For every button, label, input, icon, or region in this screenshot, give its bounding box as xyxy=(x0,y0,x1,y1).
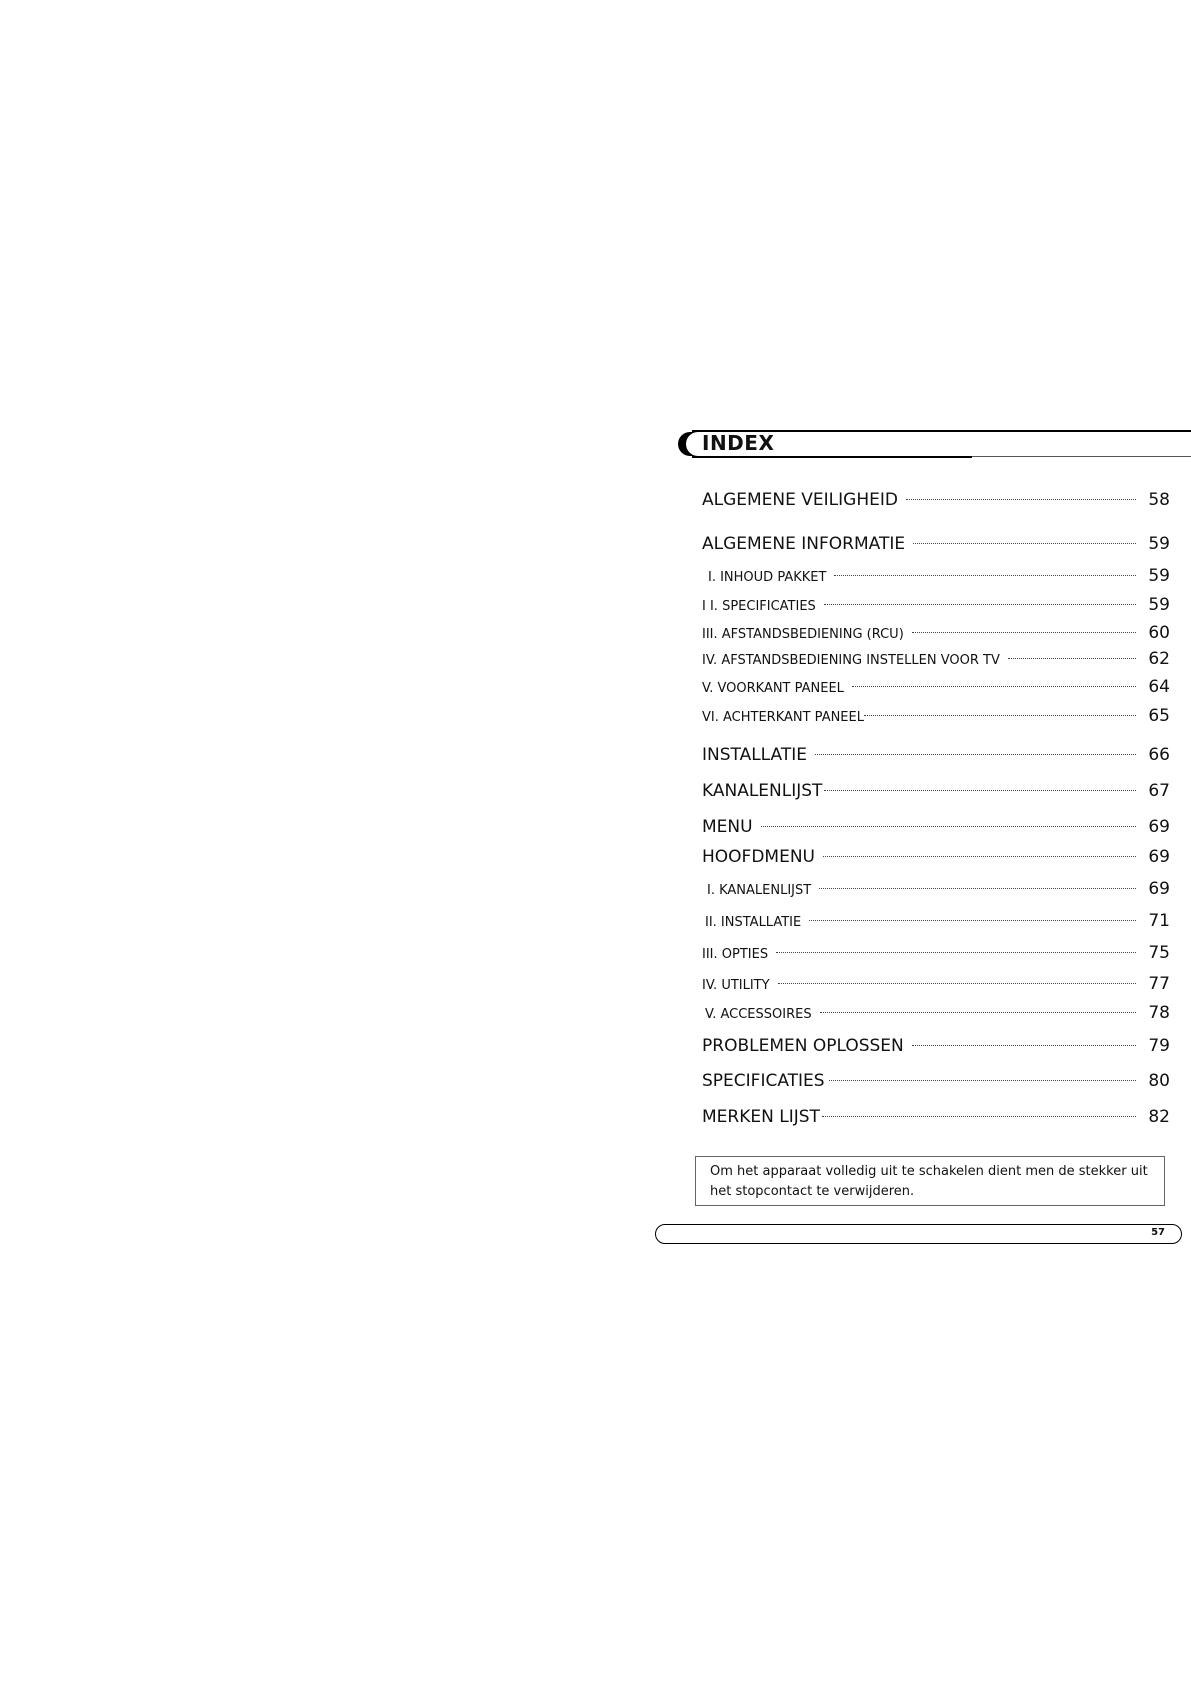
toc-entry-label: ALGEMENE INFORMATIE xyxy=(702,534,906,554)
toc-dot-leader xyxy=(906,499,1136,500)
toc-dot-leader xyxy=(824,604,1136,605)
toc-entry[interactable] xyxy=(702,817,1170,837)
toc-entry[interactable] xyxy=(702,745,1170,765)
toc-entry[interactable] xyxy=(702,623,1170,643)
toc-entry[interactable] xyxy=(702,649,1170,669)
toc-dot-leader xyxy=(776,952,1136,953)
toc-dot-leader xyxy=(913,543,1136,544)
toc-entry-page: 58 xyxy=(1148,490,1170,510)
toc-entry-label: III. OPTIES xyxy=(702,947,769,962)
toc-dot-leader xyxy=(815,754,1136,755)
toc-entry[interactable] xyxy=(702,534,1170,554)
toc-entry-page: 77 xyxy=(1148,974,1170,994)
toc-entry-label: MENU xyxy=(702,817,753,837)
notice-text: Om het apparaat volledig uit te schakelen dient men de stekker uit het stopcontact te verwijderen. xyxy=(710,1164,1148,1199)
toc-entry-page: 69 xyxy=(1148,879,1170,899)
toc-entry-label: III. AFSTANDSBEDIENING (RCU) xyxy=(702,627,904,642)
toc-entry-label: IV. UTILITY xyxy=(702,978,770,993)
toc-dot-leader xyxy=(912,1045,1136,1046)
page-number: 57 xyxy=(1151,1227,1165,1238)
toc-entry[interactable] xyxy=(702,879,1170,899)
toc-dot-leader xyxy=(852,686,1136,687)
toc-entry[interactable] xyxy=(702,595,1170,615)
toc-dot-leader xyxy=(1008,658,1136,659)
toc-dot-leader xyxy=(820,1012,1136,1013)
toc-dot-leader xyxy=(823,856,1136,857)
toc-entry-page: 65 xyxy=(1148,706,1170,726)
page-footer xyxy=(655,1224,1182,1244)
page-title: INDEX xyxy=(702,431,775,455)
toc-dot-leader xyxy=(778,983,1136,984)
toc-entry-label: VI. ACHTERKANT PANEEL xyxy=(702,710,864,725)
toc-entry-label: MERKEN LIJST xyxy=(702,1107,820,1127)
toc-entry[interactable] xyxy=(702,1036,1170,1056)
toc-entry-label: V. VOORKANT PANEEL xyxy=(702,681,844,696)
toc-entry-page: 80 xyxy=(1148,1071,1170,1091)
toc-entry-page: 59 xyxy=(1148,534,1170,554)
toc-entry[interactable] xyxy=(702,706,1170,726)
toc-entry-label: I. INHOUD PAKKET xyxy=(708,570,827,585)
toc-entry[interactable] xyxy=(702,847,1170,867)
toc-entry-page: 67 xyxy=(1148,781,1170,801)
toc-entry-label: IV. AFSTANDSBEDIENING INSTELLEN VOOR TV xyxy=(702,653,1000,668)
toc-entry[interactable] xyxy=(702,1003,1170,1023)
toc-dot-leader xyxy=(819,888,1136,889)
toc-entry[interactable] xyxy=(702,781,1170,801)
toc-entry-label: INSTALLATIE xyxy=(702,745,807,765)
index-header xyxy=(678,428,1191,458)
toc-entry[interactable] xyxy=(702,974,1170,994)
toc-entry-page: 62 xyxy=(1148,649,1170,669)
toc-entry-page: 75 xyxy=(1148,943,1170,963)
toc-entry[interactable] xyxy=(702,566,1170,586)
toc-entry[interactable] xyxy=(702,1071,1170,1091)
header-bottom-rule-thin xyxy=(972,456,1191,457)
toc-entry-page: 59 xyxy=(1148,595,1170,615)
toc-entry[interactable] xyxy=(702,1107,1170,1127)
toc-entry-page: 69 xyxy=(1148,817,1170,837)
toc-dot-leader xyxy=(834,575,1136,576)
toc-entry-page: 79 xyxy=(1148,1036,1170,1056)
toc-dot-leader xyxy=(864,715,1136,716)
toc-entry-page: 69 xyxy=(1148,847,1170,867)
toc-dot-leader xyxy=(829,1080,1136,1081)
toc-entry-page: 78 xyxy=(1148,1003,1170,1023)
toc-dot-leader xyxy=(809,920,1136,921)
toc-dot-leader xyxy=(822,1116,1136,1117)
toc-entry-label: HOOFDMENU xyxy=(702,847,815,867)
toc-dot-leader xyxy=(761,826,1136,827)
toc-entry-page: 66 xyxy=(1148,745,1170,765)
toc-entry-page: 59 xyxy=(1148,566,1170,586)
toc-entry-page: 82 xyxy=(1148,1107,1170,1127)
toc-entry[interactable] xyxy=(702,490,1170,510)
header-bottom-rule xyxy=(692,456,972,458)
toc-entry-label: SPECIFICATIES xyxy=(702,1071,825,1091)
toc-entry-label: II. INSTALLATIE xyxy=(705,915,802,930)
toc-entry-page: 60 xyxy=(1148,623,1170,643)
toc-dot-leader xyxy=(824,790,1136,791)
toc-entry-label: V. ACCESSOIRES xyxy=(705,1007,812,1022)
toc-entry-page: 71 xyxy=(1148,911,1170,931)
toc-entry-label: I. KANALENLIJST xyxy=(707,883,812,898)
toc-entry-label: PROBLEMEN OPLOSSEN xyxy=(702,1036,904,1056)
toc-dot-leader xyxy=(912,632,1136,633)
toc-entry-label: KANALENLIJST xyxy=(702,781,823,801)
toc-entry-page: 64 xyxy=(1148,677,1170,697)
toc-entry[interactable] xyxy=(702,677,1170,697)
toc-entry-label: I I. SPECIFICATIES xyxy=(702,599,816,614)
toc-entry-label: ALGEMENE VEILIGHEID xyxy=(702,490,898,510)
toc-entry[interactable] xyxy=(702,943,1170,963)
toc-entry[interactable] xyxy=(702,911,1170,931)
notice-box xyxy=(695,1156,1165,1206)
